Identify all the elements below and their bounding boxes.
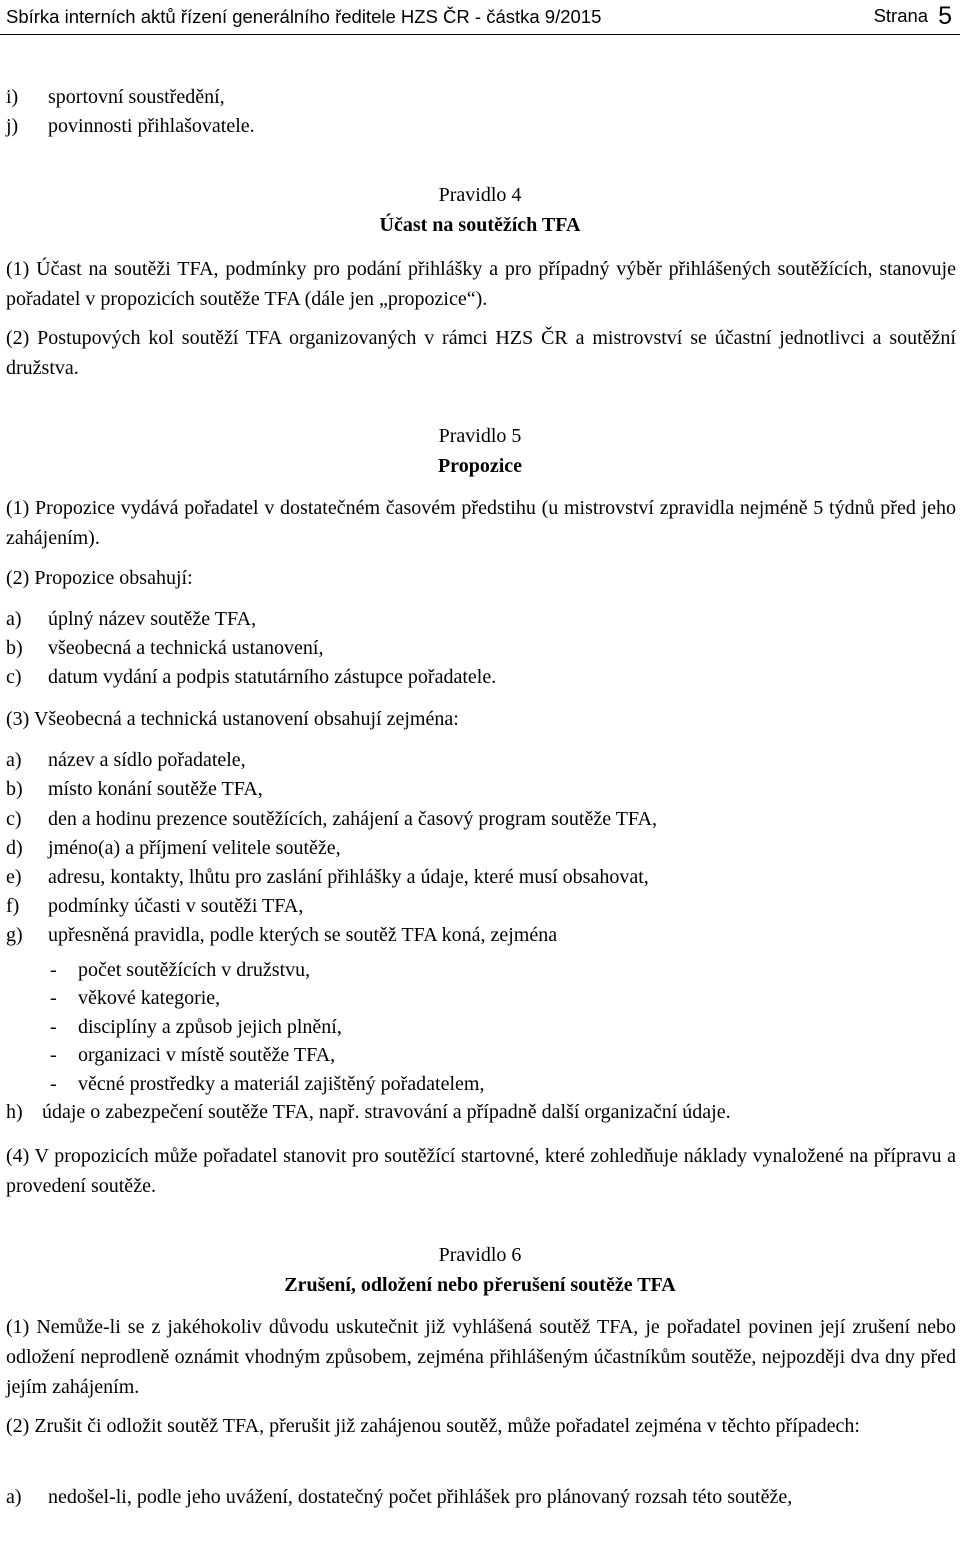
rule-4-paragraph-1: (1) Účast na soutěži TFA, podmínky pro podání přihlášky a pro případný výběr přihlášených soutěžících, stanovuje pořadatel v propozicích soutěže TFA (dále jen „propozice“). bbox=[6, 258, 956, 310]
rule-5-paragraph-4: (4) V propozicích může pořadatel stanovit pro soutěžící startovné, které zohledňuje náklady vynaložené na přípravu a provedení soutěže. bbox=[6, 1145, 956, 1197]
rule-4-title: Účast na soutěžích TFA bbox=[379, 214, 581, 236]
page-number: 5 bbox=[938, 2, 952, 30]
page-header bbox=[0, 0, 960, 35]
page-indicator bbox=[874, 2, 952, 31]
list-item-label: a) bbox=[6, 1486, 22, 1508]
rule-5-number: Pravidlo 5 bbox=[438, 425, 522, 447]
rule-5-paragraph-2: (2) Propozice obsahují: bbox=[6, 567, 193, 589]
rule-5-paragraph-1: (1) Propozice vydává pořadatel v dostatečném časovém předstihu (u mistrovství zpravidla nejméně 5 týdnů před jeho zahájením). bbox=[6, 497, 956, 549]
rule-4-paragraph-2: (2) Postupových kol soutěží TFA organizovaných v rámci HZS ČR a mistrovství se účastní jednotlivci a soutěžní družstva. bbox=[6, 327, 956, 379]
rule-6-title: Zrušení, odložení nebo přerušení soutěže TFA bbox=[284, 1274, 676, 1296]
rule-6-paragraph-2: (2) Zrušit či odložit soutěž TFA, přerušit již zahájenou soutěž, může pořadatel zejména v těchto případech: bbox=[6, 1415, 860, 1437]
rule-5-title: Propozice bbox=[437, 455, 523, 477]
rule-6-number: Pravidlo 6 bbox=[438, 1244, 522, 1266]
list-item: nedošel-li, podle jeho uvážení, dostatečný počet přihlášek pro plánovaný rozsah této soutěže, bbox=[48, 1486, 793, 1508]
rule-5-paragraph-3: (3) Všeobecná a technická ustanovení obsahují zejména: bbox=[6, 708, 459, 730]
page-label: Strana bbox=[873, 5, 929, 26]
rule-6-paragraph-1: (1) Nemůže-li se z jakéhokoliv důvodu uskutečnit již vyhlášená soutěž TFA, je pořadatel povinen její zrušení nebo odložení neprodleně oznámit vhodným způsobem, zejména přihlášeným účastníkům soutěže, nejpozději dva dny před jejím zahájením. bbox=[6, 1316, 956, 1398]
document-page: Sbírka interních aktů řízení generálního ředitele HZS ČR - částka 9/2015 Strana 5 i) sportovní soustředění, j) povinnosti přihlašovatele. Pravidlo 4 Účast na soutěžích TFA (1) Účast na soutěži TFA, podmínky pro podání přihlášky a pro případný výběr přihlášených soutěžících, stanovuje pořadatel v propozicích soutěže TFA (dále jen „propozice“). (2) Postupových kol soutěží TFA organizovaných v rámci HZS ČR a mistrovství se účastní jednotlivci a soutěžní družstva. Pravidlo 5 Propozice (1) Propozice vydává pořadatel v dostatečném časovém předstihu (u mistrovství zpravidla nejméně 5 týdnů před jeho zahájením). (2) Propozice obsahují: a) úplný název soutěže TFA, b) všeobecná a technická ustanovení, c) datum vydání a podpis statutárního zástupce pořadatele. (3) Všeobecná a technická ustanovení obsahují zejména: a) název a sídlo pořadatele, b) místo konání soutěže TFA, c) den a hodinu prezence soutěžících, zahájení a časový program soutěže TFA, d) jméno(a) a příjmení velitele soutěže, e) adresu, kontakty, lhůtu pro zaslání přihlášky a údaje, které musí obsahovat, f) podmínky účasti v soutěži TFA, g) upřesněná pravidla, podle kterých se soutěž TFA koná, zejména - počet soutěžících v družstvu, - věkové kategorie, - disciplíny a způsob jejich plnění, - organizaci v místě soutěže TFA, - věcné prostředky a materiál zajištěný pořadatelem, h) údaje o zabezpečení soutěže TFA, např. stravování a případně další organizační údaje. (4) V propozicích může pořadatel stanovit pro soutěžící startovné, které zohledňuje náklady vynaložené na přípravu a provedení soutěže. Pravidlo 6 Zrušení, odložení nebo přerušení soutěže TFA (1) Nemůže-li se z jakéhokoliv důvodu uskutečnit již vyhlášená soutěž TFA, je pořadatel povinen její zrušení nebo odložení neprodleně oznámit vhodným způsobem, zejména přihlášeným účastníkům soutěže, nejpozději dva dny před jejím zahájením. (2) Zrušit či odložit soutěž TFA, přerušit již zahájenou soutěž, může pořadatel zejména v těchto případech: a) nedošel-li, podle jeho uvážení, dostatečný počet přihlášek pro plánovaný rozsah této soutěže, bbox=[0, 0, 960, 1541]
rule-4-number: Pravidlo 4 bbox=[438, 184, 522, 206]
collection-title: Sbírka interních aktů řízení generálního ředitele HZS ČR - částka 9/2015 bbox=[6, 6, 602, 27]
